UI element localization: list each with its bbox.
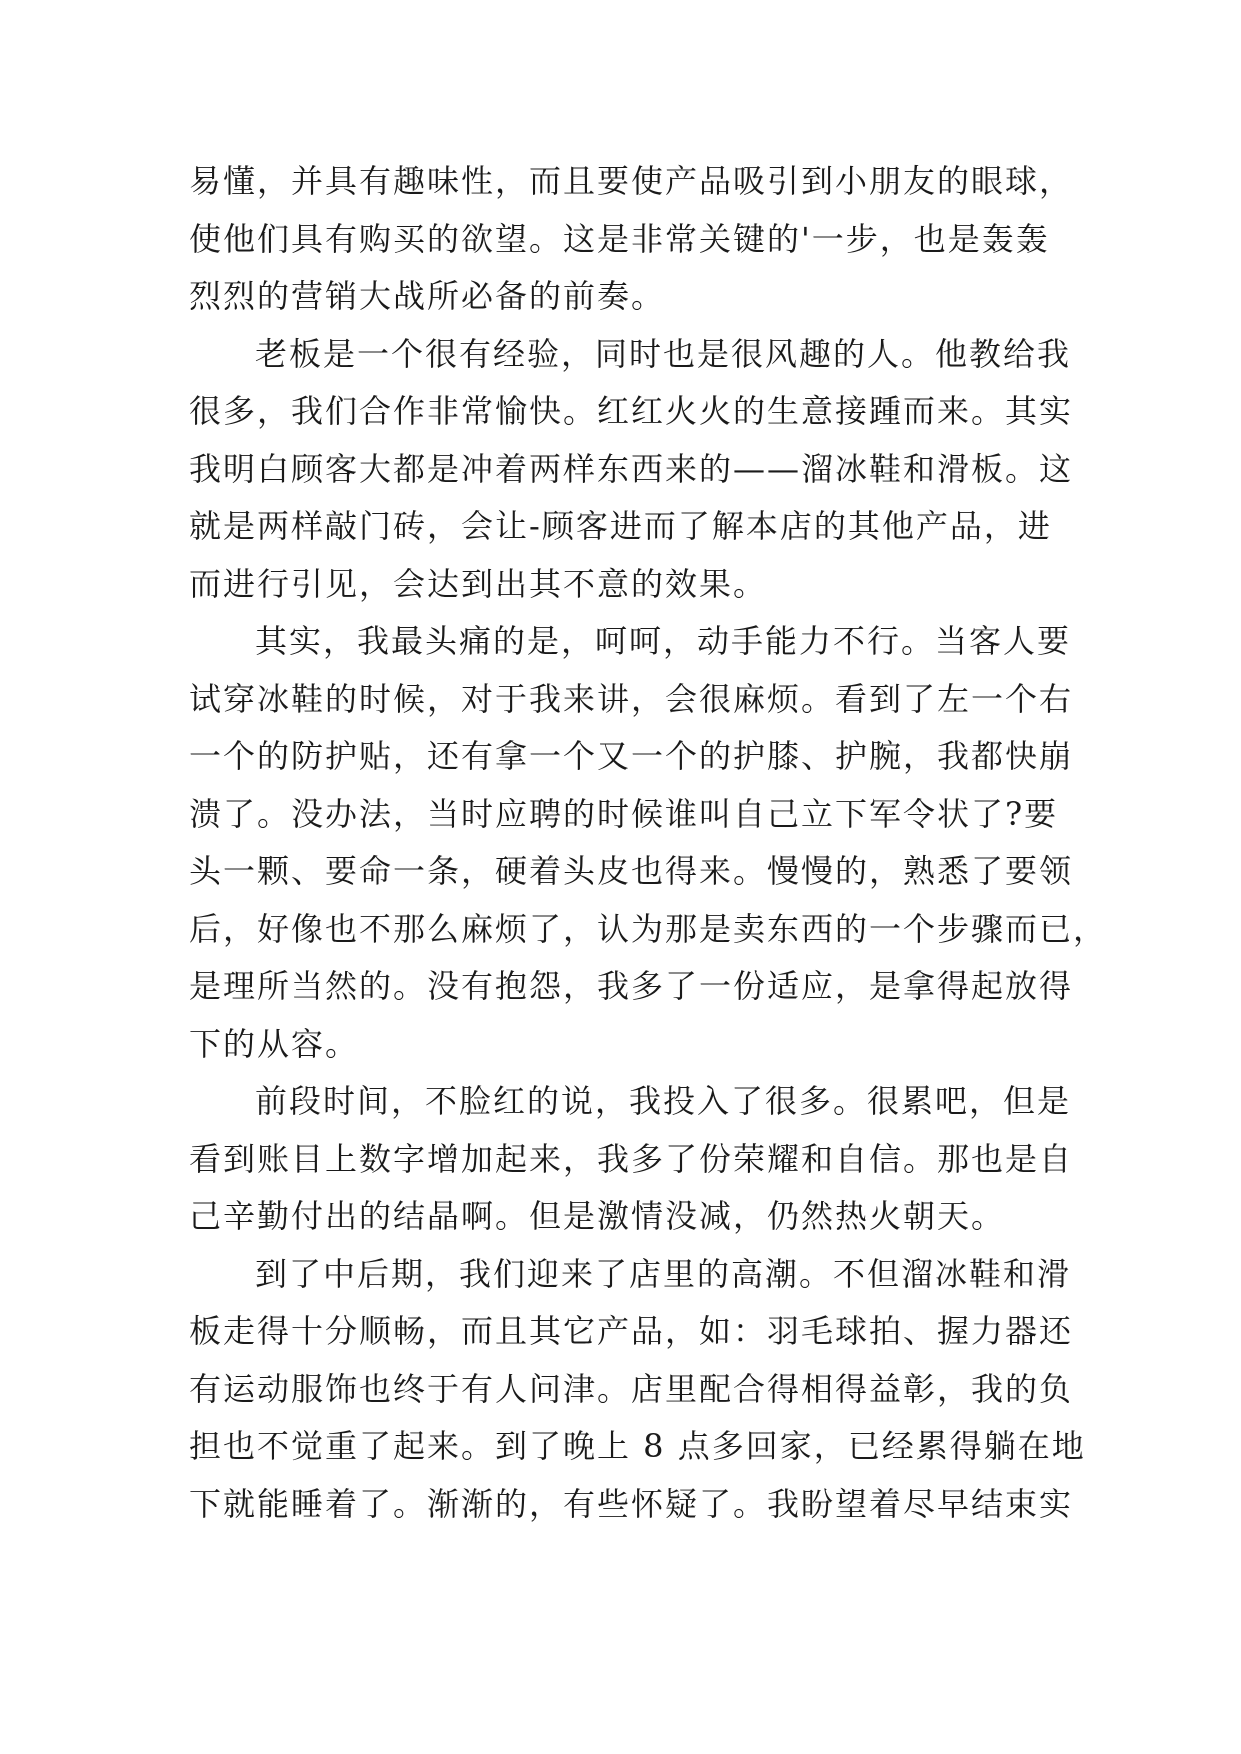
paragraph-1 xyxy=(189,153,1074,326)
text-line: 担也不觉重了起来。到了晚上 8 点多回家，已经累得躺在地 xyxy=(189,1427,1086,1465)
paragraph-3 xyxy=(189,613,1108,1073)
text-line: 而进行引见，会达到出其不意的效果。 xyxy=(189,564,768,603)
text-line: 下就能睡着了。渐渐的，有些怀疑了。我盼望着尽早结束实 xyxy=(189,1484,1074,1523)
text-line: 看到账目上数字增加起来，我多了份荣耀和自信。那也是自 xyxy=(189,1139,1074,1178)
paragraph-2 xyxy=(189,326,1074,614)
text-line: 就是两样敲门砖，会让-顾客进而了解本店的其他产品，进 xyxy=(189,507,1052,545)
text-line: 有运动服饰也终于有人问津。店里配合得相得益彰，我的负 xyxy=(189,1369,1074,1408)
text-line: 下的从容。 xyxy=(189,1024,360,1063)
text-line: 使他们具有购买的欲望。这是非常关键的'一步，也是轰轰 xyxy=(189,219,1050,258)
text-line: 到了中后期，我们迎来了店里的高潮。不但溜冰鞋和滑 xyxy=(255,1254,1072,1293)
paragraph-5 xyxy=(189,1246,1086,1534)
paragraph-4 xyxy=(189,1073,1074,1246)
text-line: 前段时间，不脸红的说，我投入了很多。很累吧，但是 xyxy=(255,1082,1072,1120)
text-line: 老板是一个很有经验，同时也是很风趣的人。他教给我 xyxy=(255,334,1072,373)
text-line: 烈烈的营销大战所必备的前奏。 xyxy=(189,277,666,315)
text-line: 板走得十分顺畅，而且其它产品，如：羽毛球拍、握力器还 xyxy=(189,1312,1074,1350)
text-line: 溃了。没办法，当时应聘的时候谁叫自己立下军令状了?要 xyxy=(189,794,1059,833)
text-line: 头一颗、要命一条，硬着头皮也得来。慢慢的，熟悉了要领 xyxy=(189,852,1074,890)
document-body xyxy=(189,153,1108,1533)
text-line: 后，好像也不那么麻烦了，认为那是卖东西的一个步骤而已， xyxy=(189,909,1108,948)
text-line: 是理所当然的。没有抱怨，我多了一份适应，是拿得起放得 xyxy=(189,967,1074,1005)
text-line: 试穿冰鞋的时候，对于我来讲，会很麻烦。看到了左一个右 xyxy=(189,679,1074,718)
text-line: 很多，我们合作非常愉快。红红火火的生意接踵而来。其实 xyxy=(189,392,1074,430)
text-line: 己辛勤付出的结晶啊。但是激情没减，仍然热火朝天。 xyxy=(189,1197,1006,1235)
text-line: 易懂，并具有趣味性，而且要使产品吸引到小朋友的眼球， xyxy=(189,162,1074,200)
text-line: 其实，我最头痛的是，呵呵，动手能力不行。当客人要 xyxy=(255,622,1072,660)
text-line: 一个的防护贴，还有拿一个又一个的护膝、护腕，我都快崩 xyxy=(189,737,1074,775)
text-line: 我明白顾客大都是冲着两样东西来的——溜冰鞋和滑板。这 xyxy=(189,449,1074,488)
